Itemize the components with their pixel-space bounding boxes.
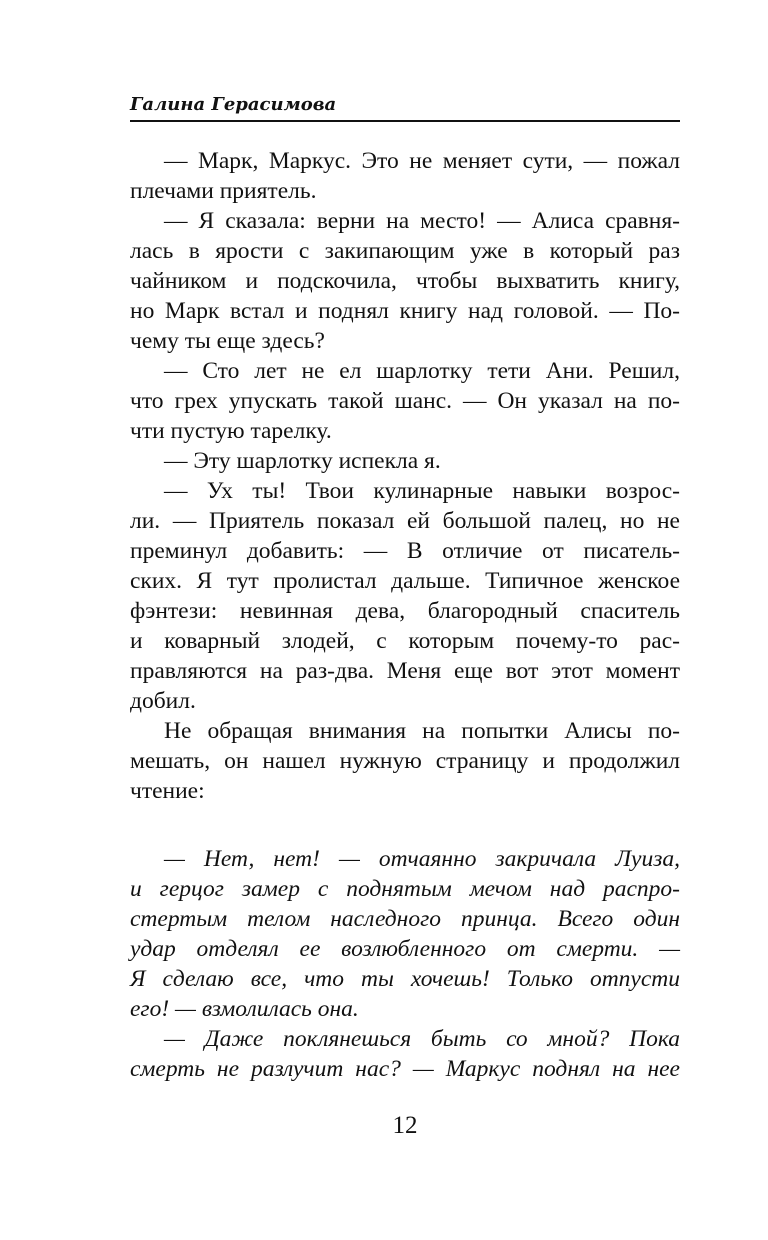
text-line: Я сделаю все, что ты хочешь! Только отпусти [130, 966, 680, 992]
text-line: но Марк встал и поднял книгу над головой. — По- [130, 298, 680, 324]
section-gap [130, 806, 680, 844]
text-line: ли. — Приятель показал ей большой палец, но не [130, 508, 680, 534]
quoted-paragraph [130, 844, 680, 1024]
paragraph [130, 356, 680, 446]
text-line: правляются на раз-два. Меня еще вот этот момент [130, 658, 680, 684]
text-line: и коварный злодей, с которым почему-то рас- [130, 628, 680, 654]
text-line: — Даже поклянешься быть со мной? Пока [164, 1026, 680, 1052]
text-line: стертым телом наследного принца. Всего один [130, 906, 680, 932]
running-head-author: Галина Герасимова [130, 94, 337, 115]
book-page [130, 0, 680, 1240]
text-line: чему ты еще здесь? [130, 328, 325, 354]
text-line: лась в ярости с закипающим уже в который раз [130, 238, 680, 264]
text-line: удар отделял ее возлюбленного от смерти. — [130, 936, 680, 962]
quoted-paragraph [130, 1024, 680, 1084]
text-line: — Эту шарлотку испекла я. [164, 448, 441, 474]
text-line: добил. [130, 688, 196, 714]
text-line: его! — взмолилась она. [130, 996, 359, 1022]
text-line: Не обращая внимания на попытки Алисы по- [164, 718, 680, 744]
text-line: смерть не разлучит нас? — Маркус поднял на нее [130, 1056, 680, 1082]
text-line: — Нет, нет! — отчаянно закричала Луиза, [164, 846, 680, 872]
text-line: ских. Я тут пролистал дальше. Типичное женское [130, 568, 680, 594]
text-line: чтение: [130, 778, 205, 804]
paragraph [130, 206, 680, 356]
text-body [130, 146, 680, 1084]
text-line: преминул добавить: — В отличие от писатель- [130, 538, 680, 564]
paragraph [130, 146, 680, 206]
text-line: чайником и подскочила, чтобы выхватить книгу, [130, 268, 680, 294]
header-rule [130, 120, 680, 122]
text-line: чти пустую тарелку. [130, 418, 332, 444]
text-line: — Сто лет не ел шарлотку тети Ани. Решил, [164, 358, 680, 384]
text-line: плечами приятель. [130, 178, 317, 204]
text-line: что грех упускать такой шанс. — Он указал на по- [130, 388, 680, 414]
text-line: и герцог замер с поднятым мечом над распро- [130, 876, 680, 902]
text-line: мешать, он нашел нужную страницу и продолжил [130, 748, 680, 774]
page-number: 12 [392, 1112, 418, 1139]
paragraph [130, 716, 680, 806]
text-line: — Я сказала: верни на место! — Алиса сравня- [164, 208, 680, 234]
paragraph [130, 446, 680, 476]
text-line: — Марк, Маркус. Это не меняет сути, — пожал [164, 148, 680, 174]
text-line: фэнтези: невинная дева, благородный спаситель [130, 598, 680, 624]
text-line: — Ух ты! Твои кулинарные навыки возрос- [164, 478, 680, 504]
paragraph [130, 476, 680, 716]
